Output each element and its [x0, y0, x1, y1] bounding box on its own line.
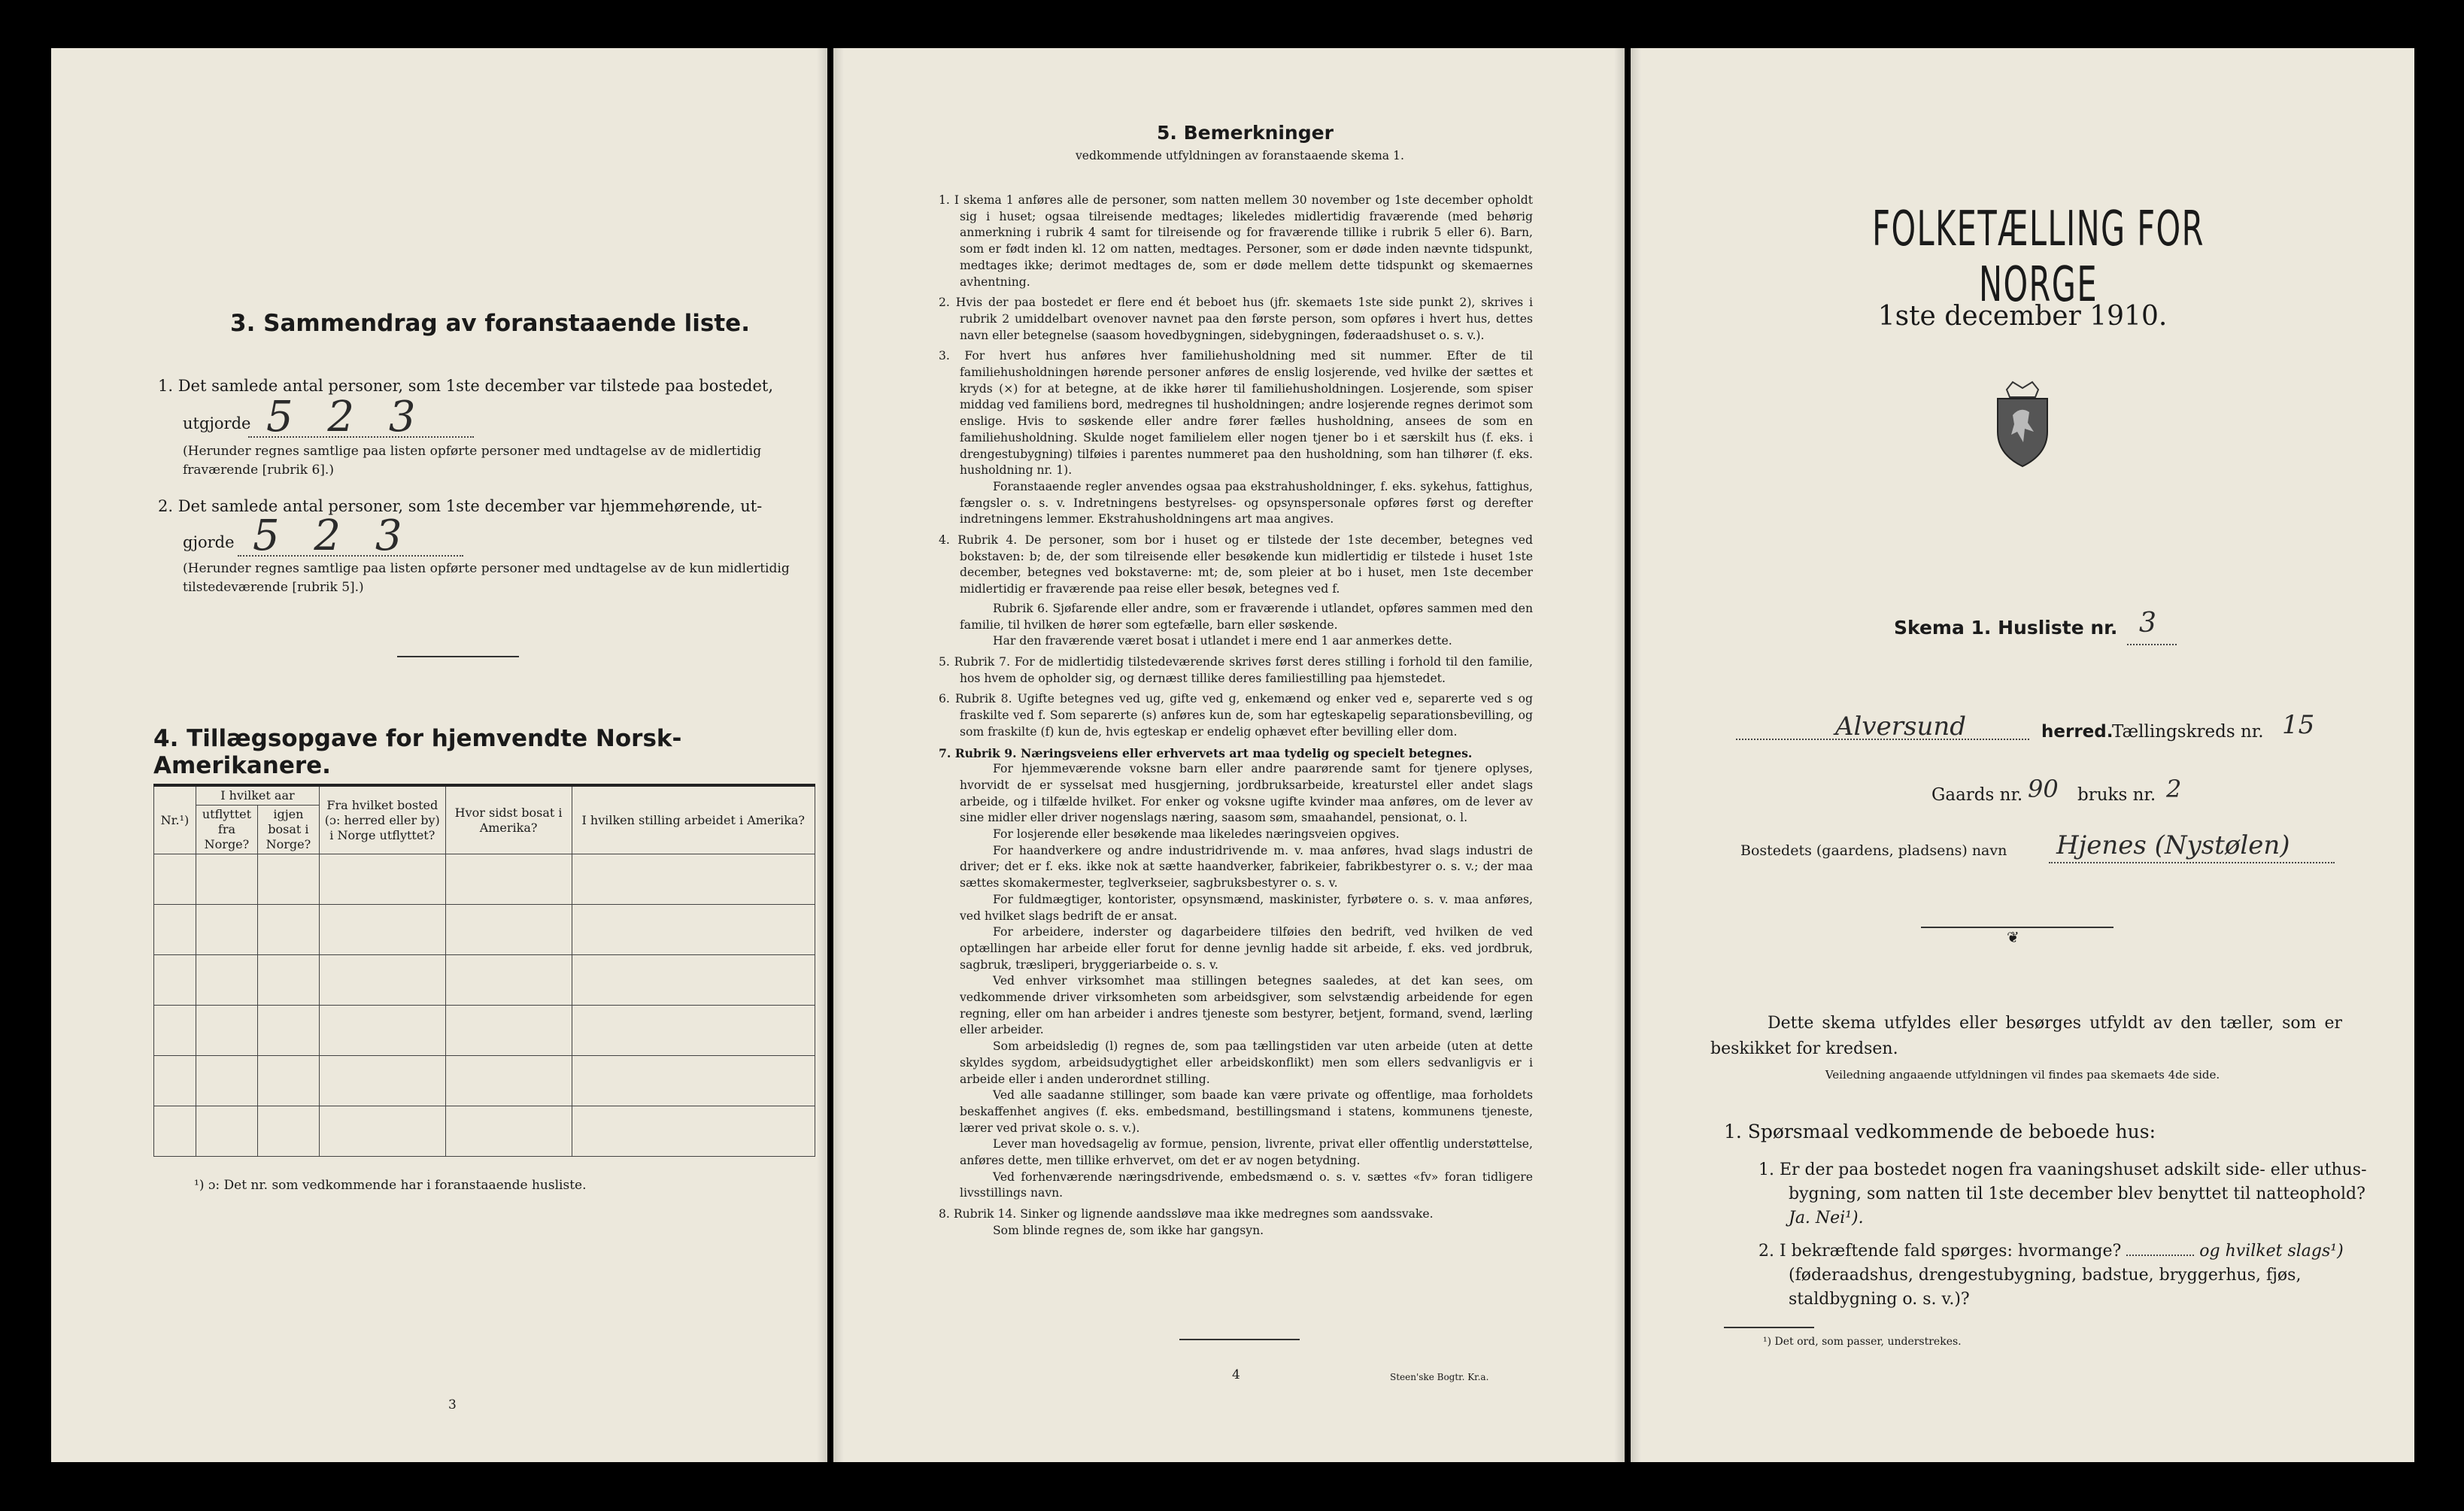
col-header-emigrated: utflyttet fra Norge?: [196, 806, 257, 854]
remark-8b: Som blinde regnes de, som ikke har gangsyn.: [993, 1223, 1264, 1237]
gaards-value: 90: [2028, 775, 2059, 803]
question-2-text-a: 2. I bekræftende fald spørges: hvormange?: [1758, 1242, 2122, 1261]
col-header-group-year: I hvilket aar: [196, 785, 319, 806]
husliste-dotted-line: [2127, 644, 2177, 645]
footnote: ¹) Det ord, som passer, understrekes.: [1763, 1336, 1962, 1348]
item-2-note: (Herunder regnes samtlige paa listen opførte personer med undtagelse av de kun midlertidig tilstedeværende [rubrik 5].): [183, 561, 790, 595]
husliste-number: 3: [2139, 608, 2156, 639]
item-1-label: utgjorde: [183, 414, 251, 432]
remark-7j: Ved forhenværende næringsdrivende, embedsmænd o. s. v. sættes «fv» foran tidligere livsstillings navn.: [960, 1170, 1533, 1200]
herred-label: herred.: [2041, 722, 2114, 742]
table-row: [154, 955, 815, 1006]
page-fold-shadow: [817, 48, 827, 1462]
table-row: [154, 1006, 815, 1056]
item-1-dotted-line: [248, 436, 474, 438]
item-1-handwritten-value: 5 2 3: [266, 393, 426, 441]
form-title: FOLKETÆLLING FOR NORGE: [1872, 202, 2205, 313]
page-4: [833, 48, 1625, 1462]
page-fold-shadow: [833, 48, 844, 1462]
section-4-title: 4. Tillægsopgave for hjemvendte Norsk-Amerikanere.: [153, 725, 682, 779]
remark-6: 6. Rubrik 8. Ugifte betegnes ved ug, gifte ved g, enkemænd og enker ved e, separerte ved s og fraskilte ved f. Som separerte (s) anføres kun de, som har egteskapelig separationsbevilling, og som fraskilte (f) kun de, hvis egteskap er endelig ophævet efter bevilling eller dom.: [939, 692, 1533, 739]
footnote-rule: [1724, 1327, 1814, 1328]
table-row: [154, 854, 815, 905]
remark-3b: Foranstaaende regler anvendes ogsaa paa ekstrahusholdninger, f. eks. sykehus, fattighus, fængsler o. s. v. Indretningens bestyrelses- og opsynspersonale opføres først og derefter indretningens lemmer. Ekstrahusholdningens art maa angives.: [960, 479, 1533, 526]
table-row: [154, 1056, 815, 1106]
question-2-dotted-line: [2126, 1255, 2194, 1256]
remark-7d: For fuldmægtiger, kontorister, opsynsmænd, maskinister, fyrbøtere o. s. v. maa anføres, ved hvilket slags bedrift de er ansat.: [960, 892, 1533, 923]
herred-value: Alversund: [1835, 712, 1967, 742]
page-number-4: 4: [1232, 1367, 1240, 1382]
page-number-3: 3: [448, 1397, 457, 1412]
census-date: 1ste december 1910.: [1877, 301, 2168, 332]
bruks-value: 2: [2166, 775, 2182, 803]
norsk-amerikanere-table: [153, 784, 815, 1157]
remark-5: 5. Rubrik 7. For de midlertidig tilstedeværende skrives først deres stilling i forhold til den familie, hos hvem de opholder sig, og dernæst tillike deres familiestilling paa hjemstedet.: [939, 654, 1533, 685]
question-2: [1758, 1239, 2383, 1312]
ornament-icon: ❦: [2007, 928, 2019, 946]
question-1: [1758, 1158, 2383, 1230]
question-1-answer: Ja. Nei¹).: [1789, 1209, 1864, 1227]
kreds-value: 15: [2282, 710, 2315, 740]
footnote: ¹) ɔ: Det nr. som vedkommende har i foranstaaende husliste.: [194, 1178, 587, 1193]
bosted-value: Hjenes (Nystølen): [2056, 830, 2290, 860]
schema-label: Skema 1. Husliste nr.: [1894, 617, 2118, 639]
item-1-note: (Herunder regnes samtlige paa listen opførte personer med undtagelse av de midlertidig fraværende [rubrik 6].): [183, 444, 762, 478]
norway-coat-of-arms-icon: [1990, 379, 2055, 469]
remark-1: 1. I skema 1 anføres alle de personer, som natten mellem 30 november og 1ste december opholdt sig i huset; ogsaa tilreisende medtages; likeledes midlertidig fraværende (med behørig anmerkning i rubrik 4 samt for tilreisende og for fraværende tillike i rubrik 5 eller 6). Barn, som er født inden kl. 12 om natten, medtages. Personer, som er døde inden nævnte tidspunkt, medtages ikke; derimot medtages de, som er døde mellem dette tidspunkt og skemaernes avhentning.: [939, 193, 1533, 289]
item-2-text: 2. Det samlede antal personer, som 1ste december var hjemmehørende, ut-: [158, 497, 763, 515]
kreds-label: Tællingskreds nr.: [2112, 722, 2264, 742]
question-2-text-b: og hvilket slags¹): [2199, 1242, 2344, 1261]
intro-text: Dette skema utfyldes eller besørges utfyldt av den tæller, som er beskikket for kredsen.: [1710, 1014, 2342, 1058]
remark-7e: For arbeidere, inderster og dagarbeidere tilføies den bedrift, ved hvilken de ved optællingen har arbeide eller forut for denne jevnlig hadde sit arbeide, f. eks. ved jordbruk, sagbruk, træsliperi, bryggeriarbeide o. s. v.: [960, 925, 1533, 972]
col-header-returned: igjen bosat i Norge?: [257, 806, 319, 854]
bosted-dotted-line: [2049, 862, 2335, 863]
bruks-label: bruks nr.: [2077, 785, 2156, 805]
questions-heading: 1. Spørsmaal vedkommende de beboede hus:: [1724, 1121, 2156, 1142]
remark-7b: For losjerende eller besøkende maa likeledes næringsveien opgives.: [993, 827, 1400, 842]
col-header-nr: Nr.¹): [154, 785, 196, 854]
remark-2: 2. Hvis der paa bostedet er flere end ét beboet hus (jfr. skemaets 1ste side punkt 2), skrives i rubrik 2 umiddelbart ovenover navnet paa den første person, som opføres i hvert hus, dettes navn eller betegnelse (saasom hovedbygningen, sidebygningen, føderaadshuset o. s. v.).: [939, 296, 1533, 342]
remarks-subtitle: vedkommende utfyldningen av foranstaaende skema 1.: [1076, 149, 1404, 162]
remarks-title: 5. Bemerkninger: [1157, 122, 1334, 144]
item-2-dotted-line: [238, 555, 463, 557]
gaards-label: Gaards nr.: [1931, 785, 2023, 805]
separator-rule: [1179, 1339, 1300, 1340]
remark-4b: Rubrik 6. Sjøfarende eller andre, som er fraværende i utlandet, opføres sammen med den familie, til hvilken de hører som egtefælle, barn eller søskende.: [960, 601, 1533, 632]
page-1: [1631, 48, 2414, 1462]
remarks-body: [939, 193, 1533, 1239]
col-header-last-residence: Hvor sidst bosat i Amerika?: [445, 785, 572, 854]
bosted-label: Bostedets (gaardens, pladsens) navn: [1740, 842, 2007, 859]
remark-7h: Ved alle saadanne stillinger, som baade kan være private og offentlige, maa forholdets beskaffenhet angives (f. eks. embedsmand, bestillingsmand i statens, kommunens tjeneste, lærer ved privat skole o. s. v.).: [960, 1088, 1533, 1135]
remark-4: 4. Rubrik 4. De personer, som bor i huset og er tilstede der 1ste december, betegnes ved bokstaven: b; de, der som tilreisende eller besøkende kun midlertidig er tilstede i huset 1ste december, betegnes ved bokstaverne: mt; de, som pleier at bo i huset, men 1ste december midlertidig er fraværende paa reise eller besøk, betegnes ved f.: [939, 533, 1533, 596]
col-header-occupation: I hvilken stilling arbeidet i Amerika?: [572, 785, 815, 854]
page-fold-shadow: [1614, 48, 1625, 1462]
table-row: [154, 1106, 815, 1157]
table-row: [154, 905, 815, 955]
remark-7: 7. Rubrik 9. Næringsveiens eller erhvervets art maa tydelig og specielt betegnes.: [939, 745, 1473, 760]
remark-7a: For hjemmeværende voksne barn eller andre paarørende samt for tjenere oplyses, hvorvidt de er sysselsat med husgjerning, jordbruksarbeide, kreaturstel eller andet slags arbeide, og i tilfælde hvilket. For enker og voksne ugifte kvinder maa anføres, om de lever av sine midler eller driver nogenslags næring, saasom søm, smaahandel, pensionat, o. l.: [960, 762, 1533, 825]
remark-3: 3. For hvert hus anføres hver familiehusholdning med sit nummer. Efter de til familiehusholdningen hørende personer anføres de enslig losjerende, ved hvilke der sættes et kryds (×) for at betegne, at de ikke hører til familiehusholdningen. Losjerende, som spiser middag ved familiens bord, medregnes til husholdningen; andre losjerende regnes derimot som enslige. Hvis to søskende eller andre fører fælles husholdning, ansees de som en familiehusholdning. Skulde noget familielem eller nogen tjener bo i et særskilt hus (f. eks. i drengestubygning) tilføies i parentes nummeret paa den husholdning, som han tilhører (f. eks. husholdning nr. 1).: [939, 349, 1533, 478]
remark-4c: Har den fraværende været bosat i utlandet i mere end 1 aar anmerkes dette.: [993, 634, 1452, 648]
col-header-from-place: Fra hvilket bosted (ɔ: herred eller by) i Norge utflyttet?: [319, 785, 445, 854]
page-3: [51, 48, 827, 1462]
remark-7f: Ved enhver virksomhet maa stillingen betegnes saaledes, at det kan sees, om vedkommende driver virksomheten som arbeidsgiver, som selvstændig arbeidende for egen regning, eller om han arbeider i andres tjeneste som bestyrer, betjent, formand, svend, lærling eller arbeider.: [960, 974, 1533, 1037]
page-fold-shadow: [1631, 48, 1641, 1462]
intro-note: Veiledning angaaende utfyldningen vil findes paa skemaets 4de side.: [1825, 1068, 2220, 1082]
remark-8: 8. Rubrik 14. Sinker og lignende aandssløve maa ikke medregnes som aandssvake.: [939, 1207, 1434, 1221]
printer-imprint: Steen'ske Bogtr. Kr.a.: [1390, 1372, 1489, 1382]
item-2-label: gjorde: [183, 533, 235, 551]
remark-7c: For haandverkere og andre industridrivende m. v. maa anføres, hvad slags industri de driver; det er f. eks. ikke nok at sætte haandverker, fabrikeier, fabrikbestyrer o. s. v.; der maa sættes skomakermester, teglverkseier, sagbruksbestyrer o. s. v.: [960, 843, 1533, 891]
section-3-title: 3. Sammendrag av foranstaaende liste.: [230, 310, 750, 337]
item-2-handwritten-value: 5 2 3: [253, 511, 413, 560]
question-1-text: 1. Er der paa bostedet nogen fra vaaningshuset adskilt side- eller uthus-bygning, som natten til 1ste december blev benyttet til natteophold?: [1758, 1161, 2367, 1203]
separator-rule: [397, 656, 519, 657]
question-2-text-c: (føderaadshus, drengestubygning, badstue, bryggerhus, fjøs, staldbygning o. s. v.)?: [1789, 1266, 2302, 1309]
item-1-text: 1. Det samlede antal personer, som 1ste december var tilstede paa bostedet,: [158, 377, 774, 395]
remark-7g: Som arbeidsledig (l) regnes de, som paa tællingstiden var uten arbeide (uten at dette skyldes sygdom, arbeidsudygtighet eller arbeidskonflikt) men som ellers sedvanligvis er i arbeide eller i anden underordnet stilling.: [960, 1039, 1533, 1086]
remark-7i: Lever man hovedsagelig av formue, pension, livrente, privat eller offentlig understøttelse, anføres dette, men tillike erhvervet, om det er av nogen betydning.: [960, 1137, 1533, 1168]
